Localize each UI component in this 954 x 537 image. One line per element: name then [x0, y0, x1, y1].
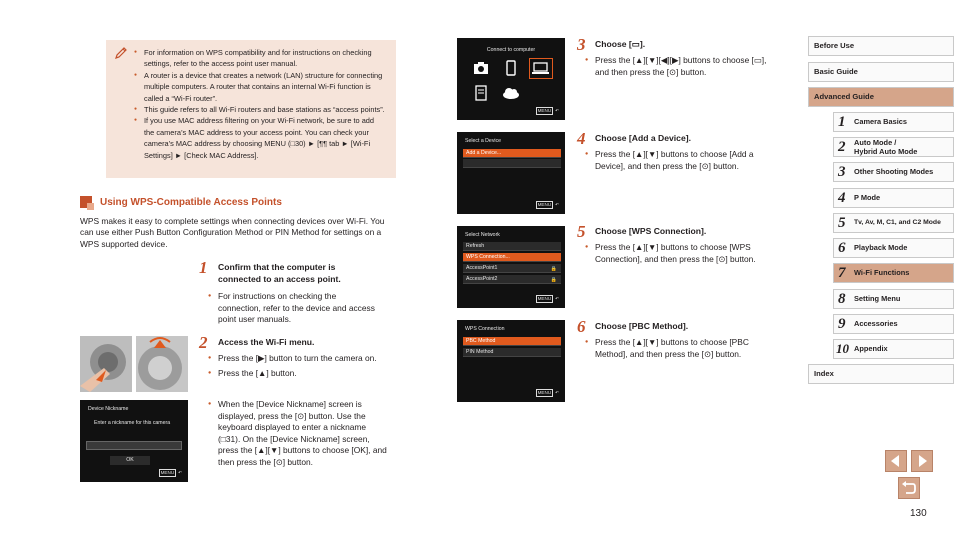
- menu-item-refresh[interactable]: Refresh: [463, 242, 561, 251]
- camera-back-photo: [80, 336, 132, 392]
- note-item: ● This guide refers to all Wi-Fi routers and base stations as “access points”.: [144, 104, 386, 115]
- chapter-auto-mode[interactable]: 2 Auto Mode / Hybrid Auto Mode: [833, 137, 954, 157]
- device-nickname-screen: [80, 400, 188, 482]
- smartphone-icon[interactable]: [500, 59, 522, 77]
- page-number: 130: [910, 508, 927, 519]
- pencil-note-icon: [114, 46, 128, 60]
- menu-back-hint: MENU ↶: [536, 389, 559, 397]
- step-title: Choose [PBC Method].: [595, 321, 689, 331]
- menu-back-hint: MENU ↶: [536, 201, 559, 209]
- chapter-wi-fi-functions[interactable]: 7 Wi-Fi Functions: [833, 263, 954, 283]
- arrow-left-icon: [886, 451, 906, 471]
- menu-item-empty: [463, 159, 561, 168]
- step-bullet: ● Press the [▲][▼] buttons to choose [WPS Connection], and then press the [⊙] button.: [585, 242, 765, 265]
- nav-advanced-guide[interactable]: Advanced Guide: [808, 87, 954, 107]
- step-bullet: ● When the [Device Nickname] screen is displayed, press the [⊙] button. Use the keyboard displayed to enter a nickname (□31). On the [Device Nickname] screen, press the [▲][▼] buttons to choose [OK], and then press the [⊙] button.: [208, 399, 390, 468]
- computer-icon[interactable]: [529, 58, 553, 79]
- cloud-icon[interactable]: [500, 84, 522, 102]
- screen-title: WPS Connection: [465, 326, 505, 332]
- screen-title: Select a Device: [465, 138, 502, 144]
- section-intro: WPS makes it easy to complete settings when connecting devices over Wi-Fi. You can use either Push Button Configuration Method or PIN Method for settings on a WPS supported device.: [80, 216, 385, 249]
- menu-item-access-point[interactable]: AccessPoint2 🔒: [463, 275, 561, 284]
- return-icon: [899, 478, 919, 498]
- chapter-playback-mode[interactable]: 6 Playback Mode: [833, 238, 954, 258]
- previous-page-button[interactable]: [885, 450, 907, 472]
- printer-icon[interactable]: [470, 84, 492, 102]
- connect-to-computer-screen: [457, 38, 565, 120]
- nav-index[interactable]: Index: [808, 364, 954, 384]
- step-bullet: ● Press the [▲][▼][◀][▶] buttons to choose [▭], and then press the [⊙] button.: [585, 55, 780, 78]
- menu-back-hint: MENU ↶: [159, 469, 182, 477]
- menu-item-pin-method[interactable]: PIN Method: [463, 348, 561, 357]
- menu-item-add-device[interactable]: Add a Device...: [463, 149, 561, 158]
- screen-title: Select Network: [465, 232, 500, 238]
- step-bullet: ● Press the [▲][▼] buttons to choose [Add a Device], and then press the [⊙] button.: [585, 149, 780, 172]
- menu-item-access-point[interactable]: AccessPoint1 🔒: [463, 264, 561, 273]
- step-bullet: ● For instructions on checking the connection, refer to the device and access point user manuals.: [208, 291, 378, 326]
- section-title: Using WPS-Compatible Access Points: [100, 197, 282, 208]
- arrow-right-icon: [912, 451, 932, 471]
- menu-back-hint: MENU ↶: [536, 107, 559, 115]
- note-item: ● If you use MAC address filtering on your Wi-Fi network, be sure to add the camera’s MAC address to your access point. You can check your camera’s MAC address by choosing MENU (□30) ► [¶¶ tab ► [Wi-Fi Settings] ► [Check MAC Address].: [144, 115, 386, 161]
- return-button[interactable]: [898, 477, 920, 499]
- step-bullet: ● Press the [▲][▼] buttons to choose [PBC Method], and then press the [⊙] button.: [585, 337, 780, 360]
- menu-back-hint: MENU ↶: [536, 295, 559, 303]
- step-number: 6: [577, 317, 586, 336]
- lock-icon: 🔒: [550, 277, 557, 283]
- chapter-setting-menu[interactable]: 8 Setting Menu: [833, 289, 954, 309]
- nickname-input[interactable]: [86, 441, 182, 450]
- select-device-screen: [457, 132, 565, 214]
- chapter-other-shooting-modes[interactable]: 3 Other Shooting Modes: [833, 162, 954, 182]
- camera-icon[interactable]: [470, 59, 492, 77]
- section-marker-icon: [80, 196, 92, 208]
- screen-title: Device Nickname: [88, 406, 129, 412]
- nav-before-use[interactable]: Before Use: [808, 36, 954, 56]
- chapter-tv-av-m-mode[interactable]: 5 Tv, Av, M, C1, and C2 Mode: [833, 213, 954, 233]
- note-box: [106, 40, 396, 178]
- chapter-appendix[interactable]: 10 Appendix: [833, 339, 954, 359]
- step-title: Choose [Add a Device].: [595, 133, 691, 143]
- select-network-screen: [457, 226, 565, 308]
- step-number: 3: [577, 35, 586, 54]
- step-bullet: ● Press the [▲] button.: [208, 368, 378, 380]
- chapter-camera-basics[interactable]: 1 Camera Basics: [833, 112, 954, 132]
- camera-dial-photo: [136, 336, 188, 392]
- menu-item-pbc-method[interactable]: PBC Method: [463, 337, 561, 346]
- step-number: 1: [199, 258, 208, 277]
- lock-icon: 🔒: [550, 266, 557, 272]
- next-page-button[interactable]: [911, 450, 933, 472]
- menu-item-wps-connection[interactable]: WPS Connection...: [463, 253, 561, 262]
- nav-basic-guide[interactable]: Basic Guide: [808, 62, 954, 82]
- screen-title: Connect to computer: [486, 47, 536, 53]
- step-title: Choose [▭].: [595, 39, 646, 49]
- chapter-p-mode[interactable]: 4 P Mode: [833, 188, 954, 208]
- step-number: 5: [577, 222, 586, 241]
- note-item: ● For information on WPS compatibility and for instructions on checking settings, refer to the access point user manual.: [144, 47, 386, 70]
- step-title: Access the Wi-Fi menu.: [218, 337, 315, 347]
- step-title: Choose [WPS Connection].: [595, 226, 707, 236]
- chapter-accessories[interactable]: 9 Accessories: [833, 314, 954, 334]
- step-bullet: ● Press the [▶] button to turn the camera on.: [208, 353, 378, 365]
- ok-button[interactable]: OK: [110, 456, 150, 465]
- note-item: ● A router is a device that creates a network (LAN) structure for connecting multiple computers. A router that contains an internal Wi-Fi function is called a “Wi-Fi router”.: [144, 70, 386, 104]
- step-number: 2: [199, 333, 208, 352]
- step-number: 4: [577, 129, 586, 148]
- step-title: Confirm that the computer is connected to an access point.: [218, 262, 341, 284]
- nickname-prompt: Enter a nickname for this camera: [94, 420, 171, 426]
- wps-connection-screen: [457, 320, 565, 402]
